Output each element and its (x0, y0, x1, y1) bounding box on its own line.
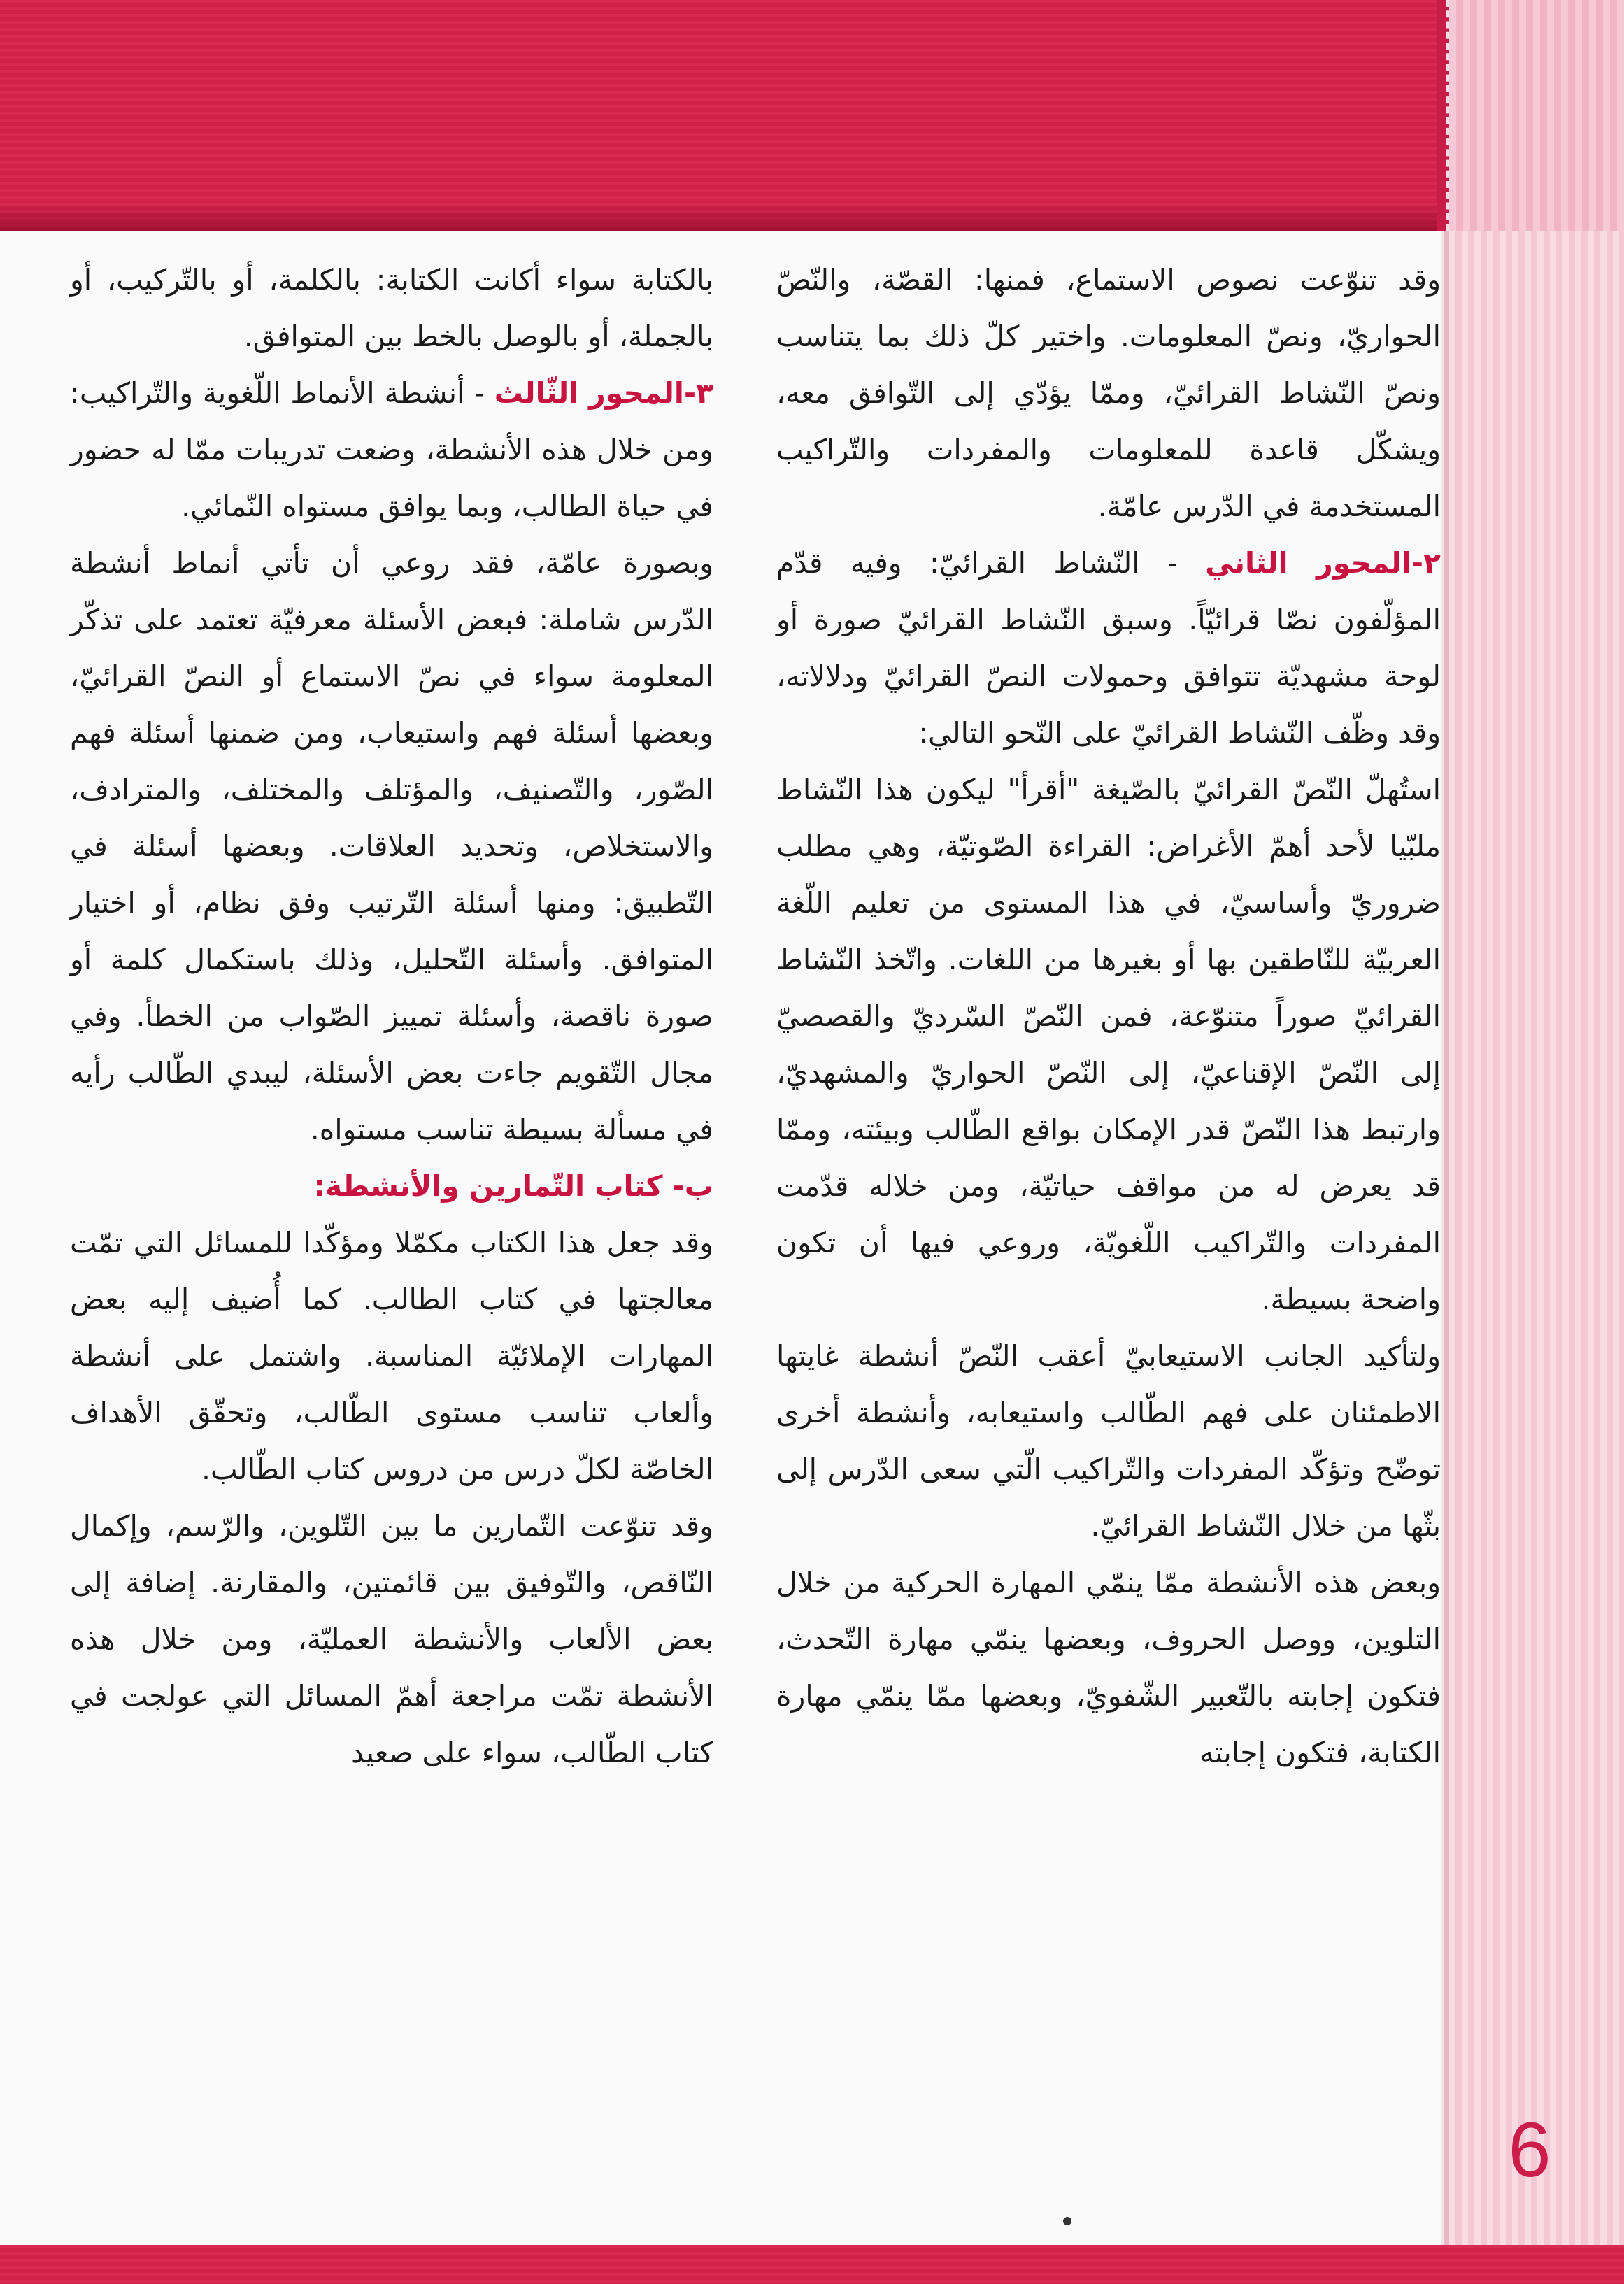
axis-two-heading: ٢-المحور الثاني (1205, 546, 1441, 580)
paragraph-activity-types: وبصورة عامّة، فقد روعي أن تأتي أنماط أنشطة الدّرس شاملة: فبعض الأسئلة معرفيّة تعتمد على تذكّر المعلومة سواء في نصّ الاستماع أو النصّ القرائيّ، وبعضها أسئلة فهم واستيعاب، ومن ضمنها أسئلة فهم الصّور، والتّصنيف، والمؤتلف والمختلف، والمترادف، والاستخلاص، وتحديد العلاقات. وبعضها أسئلة في التّطبيق: ومنها أسئلة التّرتيب وفق نظام، أو اختيار المتوافق. وأسئلة التّحليل، وذلك باستكمال كلمة أو صورة ناقصة، وأسئلة تمييز الصّواب من الخطأ. وفي مجال التّقويم جاءت بعض الأسئلة، ليبدي الطّالب رأيه في مسألة بسيطة تناسب مستواه. (70, 546, 713, 1146)
print-dot (1063, 2217, 1071, 2225)
paragraph-listening-texts: وقد تنوّعت نصوص الاستماع، فمنها: القصّة، والنّصّ الحواريّ، ونصّ المعلومات. واختير كلّ ذلك بما يتناسب ونصّ النّشاط القرائيّ، وممّا يؤدّي إلى التّوافق معه، ويشكّل قاعدة للمعلومات والمفردات والتّراكيب المستخدمة في الدّرس عامّة. (776, 263, 1441, 523)
axis-three-heading: ٣-المحور الثّالث (494, 376, 713, 410)
paragraph-reading-text: استُهلّ النّصّ القرائيّ بالصّيغة "أقرأ" ليكون هذا النّشاط ملبّيا لأحد أهمّ الأغراض: القراءة الصّوتيّة، وهي مطلب ضروريّ وأساسيّ، في هذا المستوى من تعليم اللّغة العربيّة للنّاطقين بها أو بغيرها من اللغات. واتّخذ النّشاط القرائيّ صوراً متنوّعة، فمن النّصّ السّرديّ والقصصيّ إلى النّصّ الإقناعيّ، إلى النّصّ الحواريّ والمشهديّ، وارتبط هذا النّصّ قدر الإمكان بواقع الطّالب وبيئته، وممّا قد يعرض له من مواقف حياتيّة، ومن خلاله قدّمت المفردات والتّراكيب اللّغويّة، وروعي فيها أن تكون واضحة بسيطة. (776, 773, 1441, 1316)
side-strip (1449, 231, 1624, 2245)
paragraph-exercise-types: وقد تنوّعت التّمارين ما بين التّلوين، والرّسم، وإكمال النّاقص، والتّوفيق بين قائمتين، والمقارنة. إضافة إلى بعض الألعاب والأنشطة العمليّة، ومن خلال هذه الأنشطة تمّت مراجعة أهمّ المسائل التي عولجت في كتاب الطّالب، سواء على صعيد (70, 1509, 713, 1769)
header-band (0, 0, 1624, 231)
paragraph-axis-two (776, 535, 1441, 762)
paragraph-comprehension: ولتأكيد الجانب الاستيعابيّ أعقب النّصّ أنشطة غايتها الاطمئنان على فهم الطّالب واستيعابه، وأنشطة أخرى توضّح وتؤكّد المفردات والتّراكيب الّتي سعى الدّرس إلى بثّها من خلال النّشاط القرائيّ. (776, 1339, 1441, 1543)
section-b-title: ب- كتاب التّمارين والأنشطة: (313, 1169, 713, 1203)
left-column (70, 252, 713, 1781)
paragraph-axis-three (70, 365, 713, 535)
paragraph-writing: بالكتابة سواء أكانت الكتابة: بالكلمة، أو بالتّركيب، أو بالجملة، أو بالوصل بالخط بين المتوافق. (70, 263, 713, 353)
footer-band (0, 2245, 1624, 2284)
axis-two-text: - النّشاط القرائيّ: وفيه قدّم المؤلّفون نصّا قرائيّاً. وسبق النّشاط القرائيّ صورة أو لوحة مشهديّة تتوافق وحمولات النصّ القرائيّ ودلالاته، وقد وظّف النّشاط القرائيّ على النّحو التالي: (776, 546, 1441, 750)
axis-three-text: - أنشطة الأنماط اللّغوية والتّراكيب: ومن خلال هذه الأنشطة، وضعت تدريبات ممّا له حضور في حياة الطالب، وبما يوافق مستواه النّمائي. (70, 376, 713, 523)
paragraph-exercise-book: وقد جعل هذا الكتاب مكمّلا ومؤكّدا للمسائل التي تمّت معالجتها في كتاب الطالب. كما أُضيف إليه بعض المهارات الإملائيّة المناسبة. واشتمل على أنشطة وألعاب تناسب مستوى الطّالب، وتحقّق الأهداف الخاصّة لكلّ درس من دروس كتاب الطّالب. (70, 1226, 713, 1486)
corner-tab (1449, 0, 1624, 231)
right-column (776, 252, 1441, 1781)
page-number: 6 (1508, 2107, 1551, 2193)
corner-stitch (1446, 0, 1449, 231)
side-strip-edge (1441, 231, 1449, 2245)
paragraph-skills: وبعض هذه الأنشطة ممّا ينمّي المهارة الحركية من خلال التلوين، ووصل الحروف، وبعضها ينمّي مهارة التّحدث، فتكون إجابته بالتّعبير الشّفويّ، وبعضها ممّا ينمّي مهارة الكتابة، فتكون إجابته (776, 1566, 1441, 1769)
